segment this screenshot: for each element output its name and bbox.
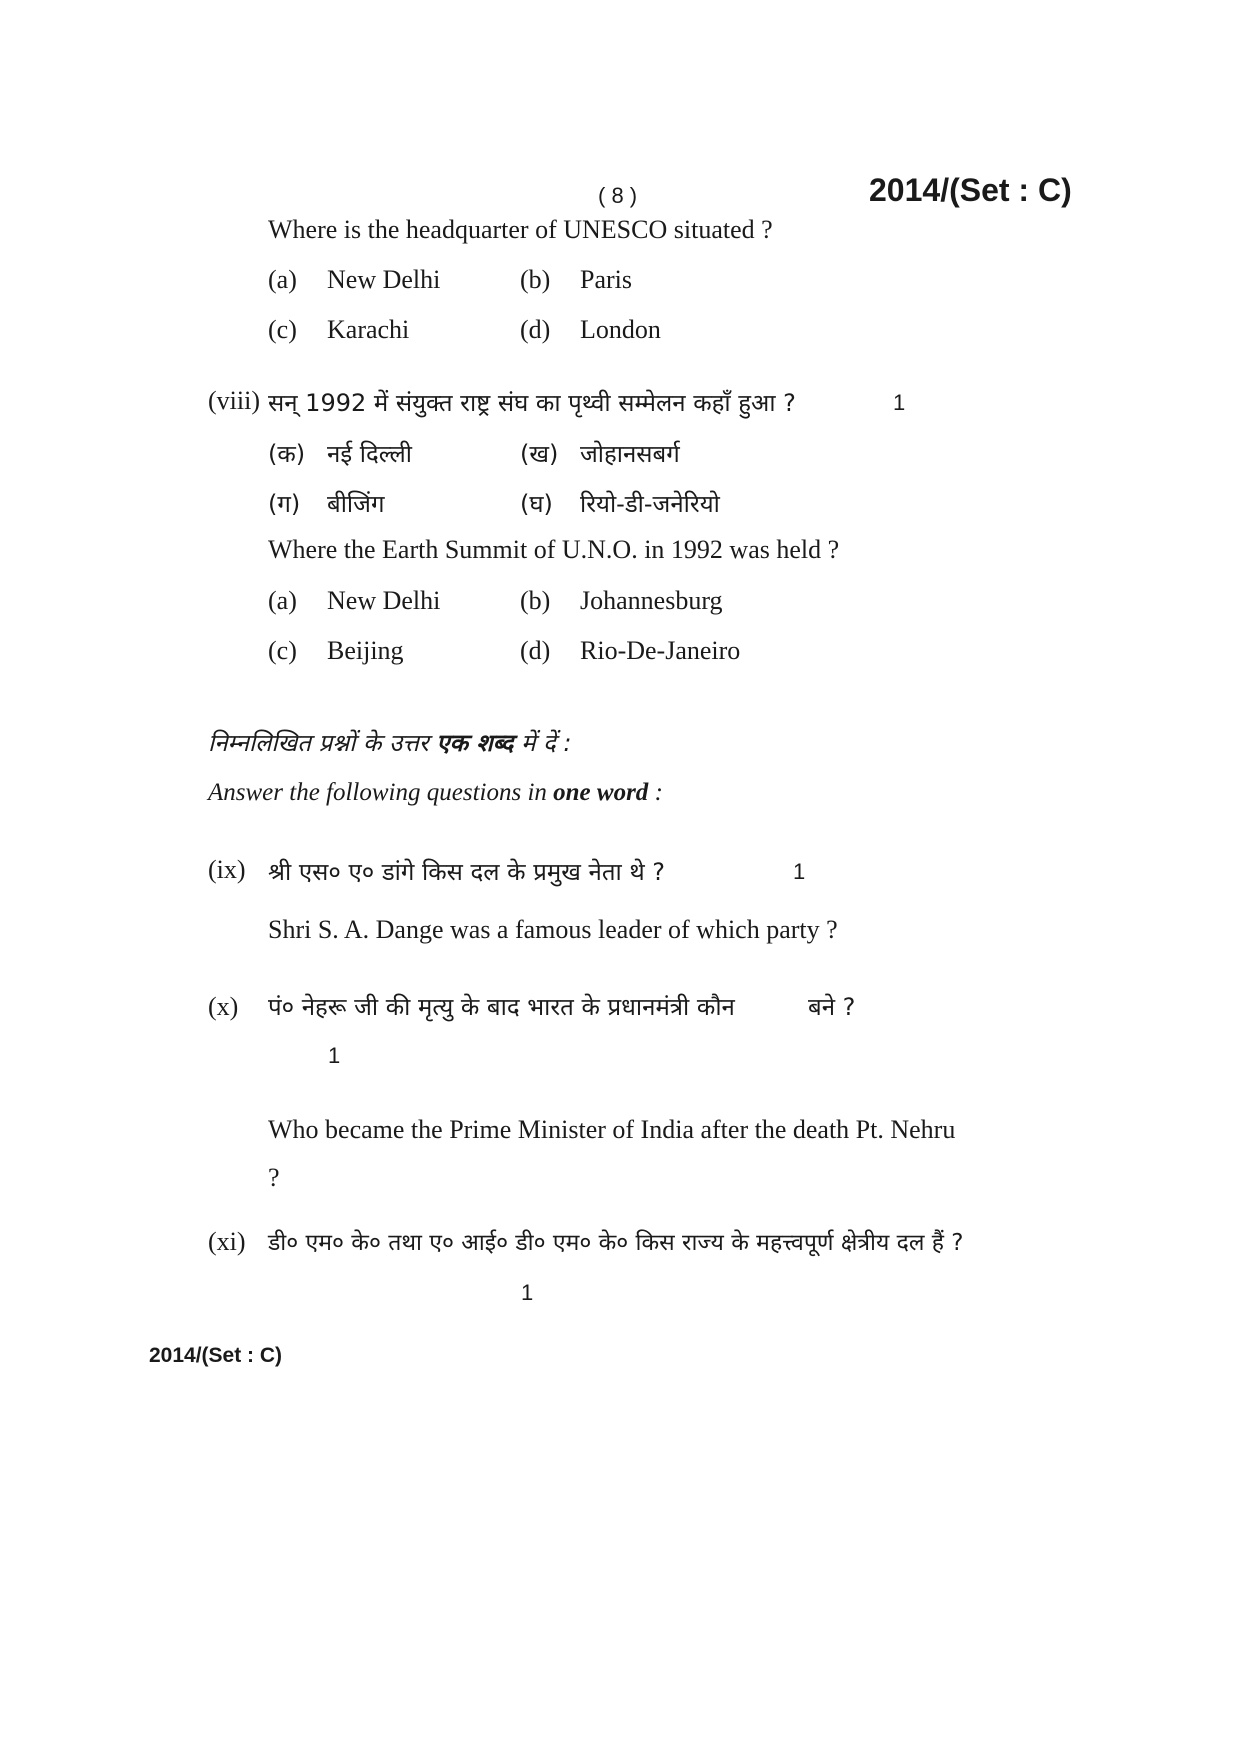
option-text: Johannesburg (580, 586, 723, 615)
option-text: रियो-डी-जनेरियो (580, 490, 720, 518)
q11-number: (xi) (208, 1227, 246, 1256)
option-text: Beijing (327, 636, 404, 665)
q9-number: (ix) (208, 855, 246, 884)
option-label: (क) (268, 440, 306, 468)
option-text: बीजिंग (327, 490, 385, 518)
option-label: (c) (268, 315, 297, 344)
option-text: Paris (580, 265, 632, 294)
option-text: Rio-De-Janeiro (580, 636, 741, 665)
option-label: (d) (520, 636, 551, 665)
option-label: (ख) (520, 440, 559, 468)
option-label: (a) (268, 265, 297, 294)
instruction-text: निम्नलिखित प्रश्नों के उत्तर (208, 729, 437, 757)
instruction-text: में दें : (513, 729, 572, 757)
q8-marks: 1 (893, 390, 906, 415)
option-label: (c) (268, 636, 297, 665)
option-text: जोहानसबर्ग (580, 440, 680, 468)
q8-number: (viii) (208, 386, 260, 415)
option-text: Karachi (327, 315, 410, 344)
q10-hindi-tail: बने ? (808, 993, 856, 1021)
section-instruction-hindi (208, 726, 572, 759)
instruction-text: Answer the following questions in (208, 779, 554, 806)
q8-english: Where the Earth Summit of U.N.O. in 1992 was held ? (268, 535, 840, 564)
option-text: New Delhi (327, 586, 441, 615)
instruction-emphasis: one word (553, 779, 649, 806)
q10-number: (x) (208, 992, 239, 1021)
option-text: New Delhi (327, 265, 441, 294)
paper-code-header: 2014/(Set : C) (869, 172, 1072, 208)
option-label: (d) (520, 315, 551, 344)
q9-hindi: श्री एस० ए० डांगे किस दल के प्रमुख नेता थे ? (268, 858, 666, 886)
q11-marks: 1 (521, 1280, 534, 1305)
q9-marks: 1 (793, 859, 806, 884)
paper-code-footer: 2014/(Set : C) (149, 1344, 283, 1367)
q10-english: Who became the Prime Minister of India after the death Pt. Nehru (268, 1115, 956, 1144)
page-number: ( 8 ) (598, 183, 638, 208)
instruction-emphasis: एक शब्द (436, 729, 514, 757)
option-label: (घ) (520, 490, 553, 518)
q7-english: Where is the headquarter of UNESCO situated ? (268, 215, 773, 244)
q9-english: Shri S. A. Dange was a famous leader of which party ? (268, 915, 838, 944)
instruction-text: : (648, 779, 663, 806)
q10-hindi: पं० नेहरू जी की मृत्यु के बाद भारत के प्रधानमंत्री कौन (268, 993, 735, 1021)
option-text: London (580, 315, 661, 344)
option-text: नई दिल्ली (327, 440, 413, 468)
option-label: (a) (268, 586, 297, 615)
q11-hindi: डी० एम० के० तथा ए० आई० डी० एम० के० किस राज्य के महत्त्वपूर्ण क्षेत्रीय दल हैं ? (268, 1230, 964, 1256)
q10-marks: 1 (328, 1043, 341, 1068)
option-label: (ग) (268, 490, 301, 518)
option-label: (b) (520, 265, 551, 294)
q8-hindi: सन् 1992 में संयुक्त राष्ट्र संघ का पृथ्वी सम्मेलन कहाँ हुआ ? (268, 389, 796, 417)
q10-english-tail: ? (268, 1163, 280, 1192)
section-instruction-english (208, 779, 663, 807)
option-label: (b) (520, 586, 551, 615)
